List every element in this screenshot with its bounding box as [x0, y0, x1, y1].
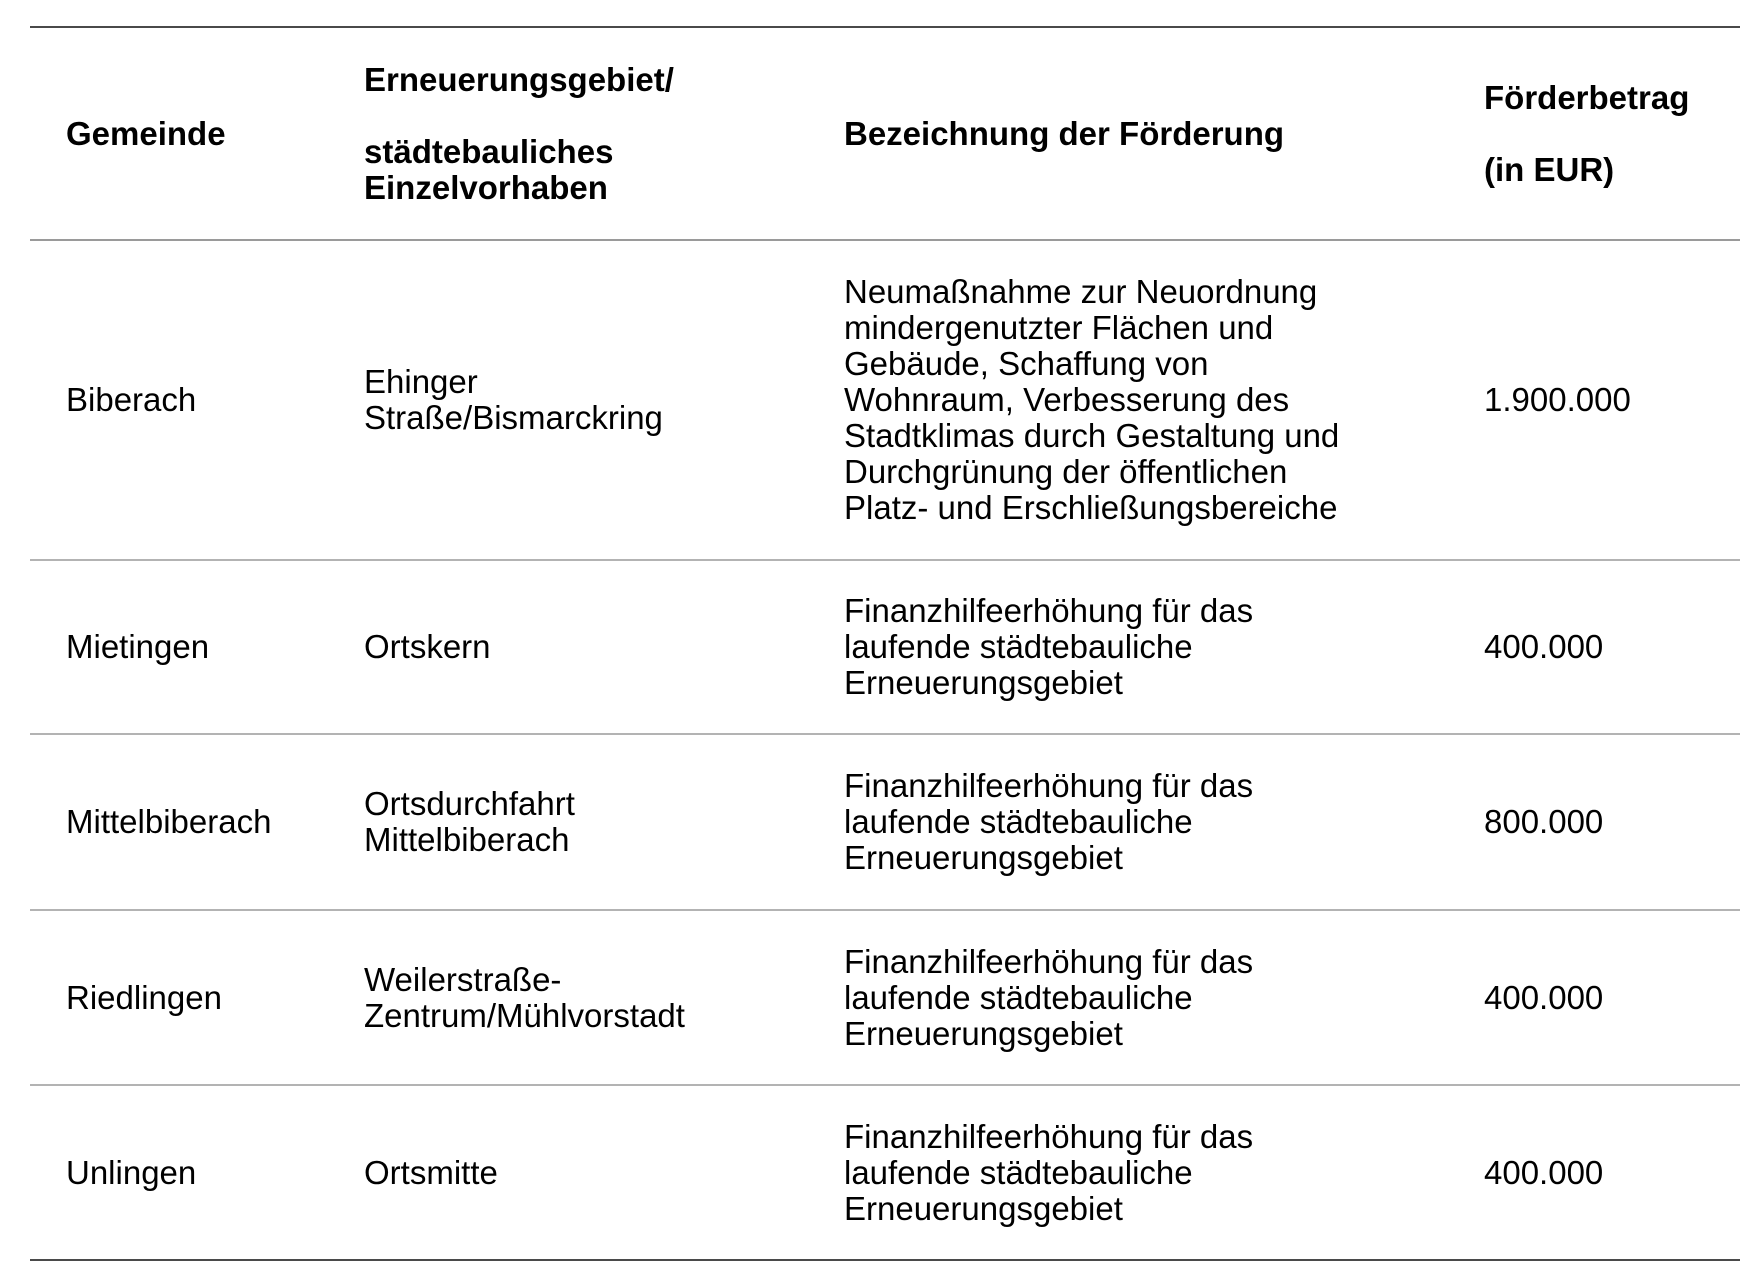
header-bezeichnung — [808, 27, 1448, 240]
cell-bezeichnung — [808, 240, 1448, 560]
cell-erneuerungsgebiet-line: Ortskern — [364, 628, 491, 665]
header-erneuerungsgebiet-line3: Einzelvorhaben — [364, 168, 608, 206]
cell-erneuerungsgebiet — [328, 910, 808, 1085]
cell-bezeichnung-line: Durchgrünung der öffentlichen — [844, 453, 1288, 490]
cell-gemeinde: Unlingen — [66, 1153, 197, 1191]
table-row — [30, 240, 1740, 560]
cell-erneuerungsgebiet — [328, 734, 808, 910]
cell-gemeinde: Mietingen — [66, 628, 210, 665]
table-header — [30, 27, 1740, 240]
header-foerderbetrag-line2: (in EUR) — [1484, 150, 1615, 188]
table-row — [30, 910, 1740, 1085]
cell-bezeichnung-line: Finanzhilfeerhöhung für das — [844, 942, 1254, 980]
cell-bezeichnung — [808, 734, 1448, 910]
header-row — [30, 27, 1740, 240]
cell-foerderbetrag: 1.900.000 — [1484, 381, 1631, 418]
cell-gemeinde: Mittelbiberach — [66, 803, 272, 840]
cell-foerderbetrag: 400.000 — [1484, 978, 1604, 1016]
cell-bezeichnung-line: Platz- und Erschließungsbereiche — [844, 489, 1338, 526]
cell-bezeichnung-line: Finanzhilfeerhöhung für das — [844, 1117, 1254, 1155]
header-gemeinde — [30, 27, 328, 240]
cell-erneuerungsgebiet-line: Zentrum/Mühlvorstadt — [364, 996, 685, 1034]
cell-erneuerungsgebiet — [328, 1085, 808, 1260]
cell-bezeichnung — [808, 560, 1448, 734]
table-row — [30, 1085, 1740, 1260]
cell-bezeichnung — [808, 910, 1448, 1085]
table-row — [30, 560, 1740, 734]
cell-bezeichnung-line: Gebäude, Schaffung von — [844, 345, 1209, 382]
cell-bezeichnung-line: Erneuerungsgebiet — [844, 664, 1123, 701]
table-body — [30, 240, 1740, 1260]
header-foerderbetrag — [1448, 27, 1740, 240]
cell-bezeichnung-line: mindergenutzter Flächen und — [844, 309, 1274, 346]
cell-foerderbetrag: 400.000 — [1484, 1153, 1604, 1191]
header-bezeichnung-label: Bezeichnung der Förderung — [844, 114, 1285, 152]
cell-foerderbetrag: 400.000 — [1484, 628, 1604, 665]
cell-bezeichnung — [808, 1085, 1448, 1260]
header-erneuerungsgebiet-line2: städtebauliches — [364, 132, 614, 170]
cell-foerderbetrag: 800.000 — [1484, 803, 1604, 840]
cell-bezeichnung-line: laufende städtebauliche — [844, 628, 1193, 665]
cell-erneuerungsgebiet — [328, 560, 808, 734]
cell-bezeichnung-line: Erneuerungsgebiet — [844, 839, 1123, 876]
header-line-gap — [1484, 116, 1740, 152]
cell-erneuerungsgebiet-line: Ehinger — [364, 363, 478, 400]
cell-bezeichnung-line: Finanzhilfeerhöhung für das — [844, 592, 1254, 629]
header-erneuerungsgebiet-line1: Erneuerungsgebiet/ — [364, 60, 674, 98]
cell-bezeichnung-line: Erneuerungsgebiet — [844, 1189, 1123, 1227]
cell-bezeichnung-line: Erneuerungsgebiet — [844, 1014, 1123, 1052]
cell-bezeichnung-line: laufende städtebauliche — [844, 978, 1193, 1016]
header-line-gap — [364, 98, 808, 134]
cell-bezeichnung-line: laufende städtebauliche — [844, 1153, 1193, 1191]
header-gemeinde-label: Gemeinde — [66, 114, 226, 152]
cell-erneuerungsgebiet-line: Ortsmitte — [364, 1153, 498, 1191]
cell-gemeinde: Riedlingen — [66, 978, 222, 1016]
funding-table — [30, 26, 1740, 1261]
cell-erneuerungsgebiet-line: Mittelbiberach — [364, 821, 570, 858]
cell-bezeichnung-line: Finanzhilfeerhöhung für das — [844, 767, 1254, 804]
cell-erneuerungsgebiet-line: Weilerstraße- — [364, 960, 562, 998]
cell-erneuerungsgebiet-line: Ortsdurchfahrt — [364, 785, 575, 822]
funding-table-container — [30, 26, 1740, 1261]
cell-erneuerungsgebiet — [328, 240, 808, 560]
cell-bezeichnung-line: Neumaßnahme zur Neuordnung — [844, 273, 1318, 310]
header-foerderbetrag-line1: Förderbetrag — [1484, 78, 1690, 116]
cell-bezeichnung-line: laufende städtebauliche — [844, 803, 1193, 840]
header-erneuerungsgebiet — [328, 27, 808, 240]
table-row — [30, 734, 1740, 910]
cell-bezeichnung-line: Wohnraum, Verbesserung des — [844, 381, 1290, 418]
cell-gemeinde: Biberach — [66, 381, 197, 418]
cell-bezeichnung-line: Stadtklimas durch Gestaltung und — [844, 417, 1340, 454]
cell-erneuerungsgebiet-line: Straße/Bismarckring — [364, 399, 663, 436]
